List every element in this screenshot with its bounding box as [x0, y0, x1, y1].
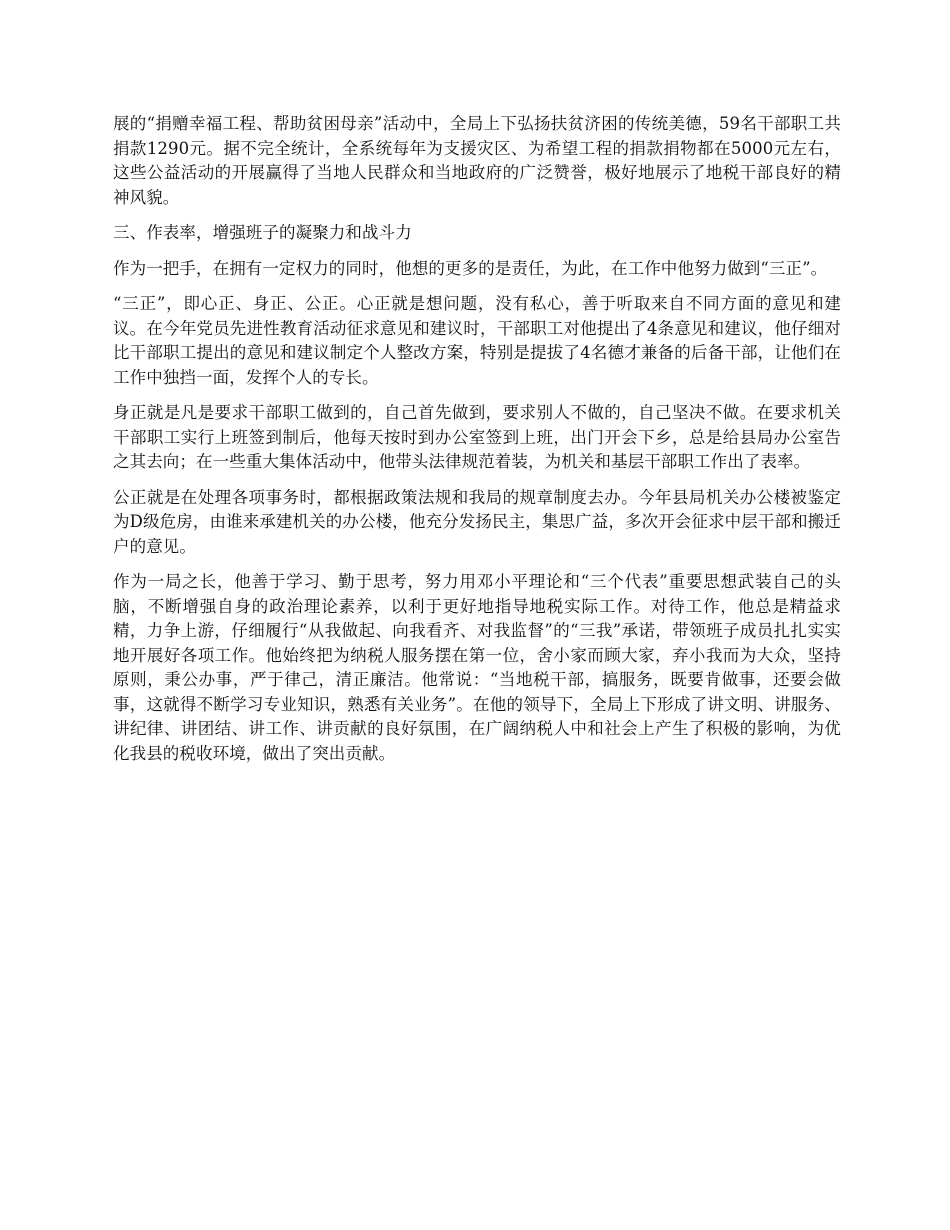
paragraph-leadership: 作为一局之长，他善于学习、勤于思考，努力用邓小平理论和“三个代表”重要思想武装自己的头脑，不断增强自身的政治理论素养，以利于更好地指导地税实际工作。对待工作，他总是精益求精，力争上游，仔细履行“从我做起、向我看齐、对我监督”的“三我”承诺，带领班子成员扎扎实实地开展好各项工作。他始终把为纳税人服务摆在第一位，舍小家而顾大家，弃小我而为大众，坚持原则，秉公办事，严于律己，清正廉洁。他常说：“当地税干部，搞服务，既要肯做事，还要会做事，这就得不断学习专业知识，熟悉有关业务”。在他的领导下，全局上下形成了讲文明、讲服务、讲纪律、讲团结、讲工作、讲贡献的良好氛围，在广阔纳税人中和社会上产生了积极的影响，为优化我县的税收环境，做出了突出贡献。	[113, 572, 841, 763]
section-heading: 三、作表率，增强班子的凝聚力和战斗力	[113, 223, 412, 242]
paragraph-fairness: 公正就是在处理各项事务时，都根据政策法规和我局的规章制度去办。今年县局机关办公楼被鉴定为D级危房，由谁来承建机关的办公楼，他充分发扬民主，集思广益，多次开会征求中层干部和搬迁户的意见。	[113, 487, 841, 556]
document-body	[113, 112, 841, 777]
paragraph-three-upright: “三正”，即心正、身正、公正。心正就是想问题，没有私心，善于听取来自不同方面的意见和建议。在今年党员先进性教育活动征求意见和建议时，干部职工对他提出了4条意见和建议，他仔细对比干部职工提出的意见和建议制定个人整改方案，特别是提拔了4名德才兼备的后备干部，让他们在工作中独挡一面，发挥个人的专长。	[113, 294, 841, 387]
paragraph-responsibility: 作为一把手，在拥有一定权力的同时，他想的更多的是责任，为此，在工作中他努力做到“三正”。	[113, 258, 828, 278]
paragraph-donation: 展的“捐赠幸福工程、帮助贫困母亲”活动中，全局上下弘扬扶贫济困的传统美德，59名干部职工共捐款1290元。据不完全统计，全系统每年为支援灾区、为希望工程的捐款捐物都在5000元左右，这些公益活动的开展赢得了当地人民群众和当地政府的广泛赞誉，极好地展示了地税干部良好的精神风貌。	[113, 114, 841, 207]
paragraph-upright-conduct: 身正就是凡是要求干部职工做到的，自己首先做到，要求别人不做的，自己坚决不做。在要求机关干部职工实行上班签到制后，他每天按时到办公室签到上班，出门开会下乡，总是给县局办公室告之其去向；在一些重大集体活动中，他带头法律规范着装，为机关和基层干部职工作出了表率。	[113, 403, 841, 471]
